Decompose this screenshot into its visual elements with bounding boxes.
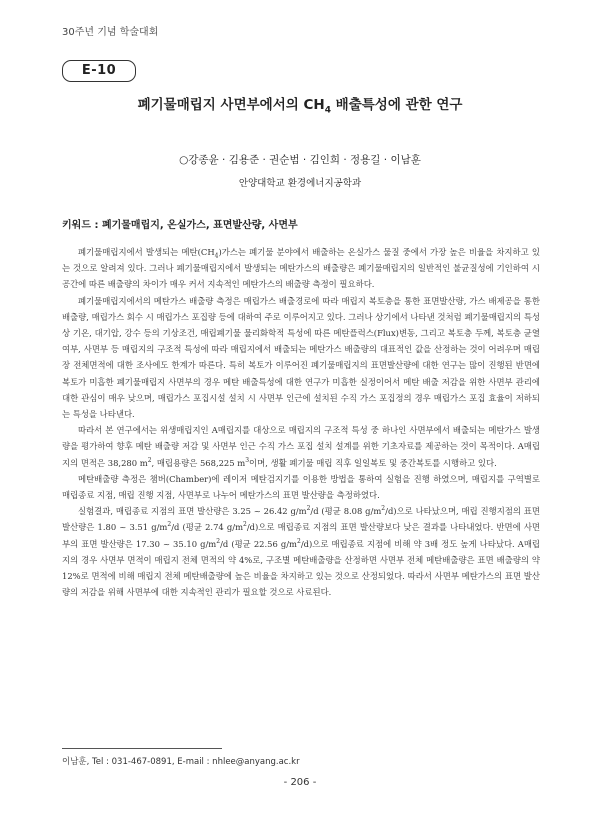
paper-code-badge: E-10: [62, 60, 136, 82]
superscript: 2: [216, 537, 221, 545]
text-run: 폐기물매립지에서 발생되는 메탄(CH: [78, 247, 215, 257]
text-run: /d (평균 22.56 g/m: [220, 538, 297, 549]
text-run: /d (평균 8.08 g/m: [310, 506, 382, 517]
paper-title: [0, 93, 600, 116]
text-run: /d)으로 매립종료 지점의 표면 발산량보다 낮은 결과를 나타내었다. 반면에 사면부의 표면 발산량은 17.30 ~ 35.10 g/m: [62, 522, 541, 549]
superscript: 2: [147, 456, 152, 464]
superscript: 2: [243, 521, 247, 529]
text-run: 실험결과, 매립종료 지점의 표면 발산량은 3.25 ~ 26.42 g/m: [78, 506, 307, 517]
superscript: 2: [297, 537, 301, 545]
text-run: , 매립용량은 568,225 m: [151, 457, 246, 468]
paragraph-3: [62, 422, 540, 471]
superscript: 3: [245, 456, 250, 464]
text-run: )가스는 폐기물 분야에서 배출하는 온실가스 물질 중에서 가장 높은 비율을 차지하고 있는 것으로 알려져 있다. 그러나 폐기물매립지에서 발생되는 메탄가스의 배출량은 폐기물매립지의 일반적인 불균질성에 기인하여 시공간에 따른 배출량의 차이가 매우 커서 지속적인 메탄가스의 배출량 측정이 필요하다.: [62, 247, 540, 290]
paragraph-4: 메탄배출량 측정은 챔버(Chamber)에 레이저 메탄검지기를 이용한 방법을 통하여 실험을 진행 하였으며, 매립지를 구역별로 매립종료 지점, 매립 진행 지점, 사면부로 나누어 메탄가스의 표면 발산량을 측정하였다.: [62, 473, 540, 501]
superscript: 2: [306, 505, 311, 513]
text-run: /d (평균 2.74 g/m: [171, 522, 244, 533]
page-number: - 206 -: [283, 777, 317, 788]
footnote-contact: 이남훈, Tel : 031-467-0891, E-mail : nhlee@anyang.ac.kr: [62, 757, 300, 767]
affiliation: 안양대학교 환경에너지공학과: [238, 178, 362, 189]
text-run: 따라서 본 연구에서는 위생매립지인 A매립지를 대상으로 매립지의 구조적 특성 중 하나인 사면부에서 배출되는 메탄가스 발생량을 평가하여 향후 메탄 배출량 저감 및 사면부 인근 수직 가스 포집 설치 설계를 위한 기초자료를 제공하는 것이 목적이다. A매립지의 면적은 38,280 m: [62, 425, 540, 468]
subscript: 4: [214, 252, 219, 260]
keywords: 키워드 : 폐기물매립지, 온실가스, 표면발산량, 사면부: [62, 220, 298, 231]
paragraph-2: 폐기물매립지에서의 메탄가스 배출량 측정은 매립가스 배출경로에 따라 매립지 복토층을 통한 표면발산량, 가스 배제공을 통한 배출량, 매립가스 회수 시 매립가스 포집량 등에 대하여 주로 이루어지고 있다. 그러나 상기에서 나타낸 것처럼 폐기물매립지의 특성상 기온, 대기압, 강수 등의 기상조건, 매립폐기물 물리화학적 특성에 따른 메탄플럭스(Flux)변동, 그리고 복토층 두께, 복토층 균열여부, 사면부 등 매립지의 구조적 특성에 따라 매립지에서 배출되는 메탄가스 배출량의 대표적인 값을 산정하는 것이 어려우며 매립장 전체면적에 대한 조사에도 한계가 따른다. 특히 복토가 이루어진 폐기물매립지의 표면발산량에 대한 연구는 많이 진행된 반면에 복토가 미흡한 폐기물매립지 사면부의 경우 메탄 배출특성에 대한 연구가 미흡한 실정이어서 메탄 배출 저감을 위한 사면부 관리에 대한 관심이 매우 낮으며, 매립가스 포집시설 설치 시 사면부 인근에 설치된 수직 가스 포집정의 경우 매립가스 포집 효율이 저하되는 특성을 나타낸다.: [62, 295, 540, 420]
title-rest: 배출특성에 관한 연구: [330, 97, 463, 113]
paragraph-5: [62, 503, 540, 600]
text-run: /d)으로 매립종료 지점에 비해 약 3배 정도 높게 나타났다. A매립지의 경우 사면부 면적이 매립지 전체 면적의 약 4%로, 구조별 메탄배출량을 산정하면 사면부 전체 메탄배출량은 표면 배출량의 약 12%로 면적에 비해 매립지 전체 메탄배출량에 높은 비율을 차지하고 있는 것으로 산정되었다. 따라서 사면부 메탄가스의 표면 발산량의 저감을 위해 사면부에 대한 지속적인 관리가 필요할 것으로 사료된다.: [62, 538, 540, 598]
text-run: /d)으로 나타났으며, 매립 진행지점의 표면 발산량은 1.80 ~ 3.51 g/m: [62, 506, 540, 533]
conference-header: 30주년 기념 학술대회: [62, 27, 159, 38]
abstract-body: [62, 244, 540, 600]
title-main: 폐기물매립지 사면부에서의 CH: [137, 97, 325, 113]
footnote-divider: [62, 748, 222, 749]
superscript: 2: [381, 505, 386, 513]
text-run: 이며, 생활 폐기물 매립 직후 일일복토 및 중간복토를 시행하고 있다.: [249, 457, 497, 468]
author-list: ○강종윤 · 김용준 · 권순범 · 김인희 · 정용길 · 이남훈: [179, 154, 421, 166]
paragraph-1: [62, 244, 540, 293]
superscript: 2: [167, 521, 172, 529]
title-subscript: 4: [324, 105, 331, 116]
